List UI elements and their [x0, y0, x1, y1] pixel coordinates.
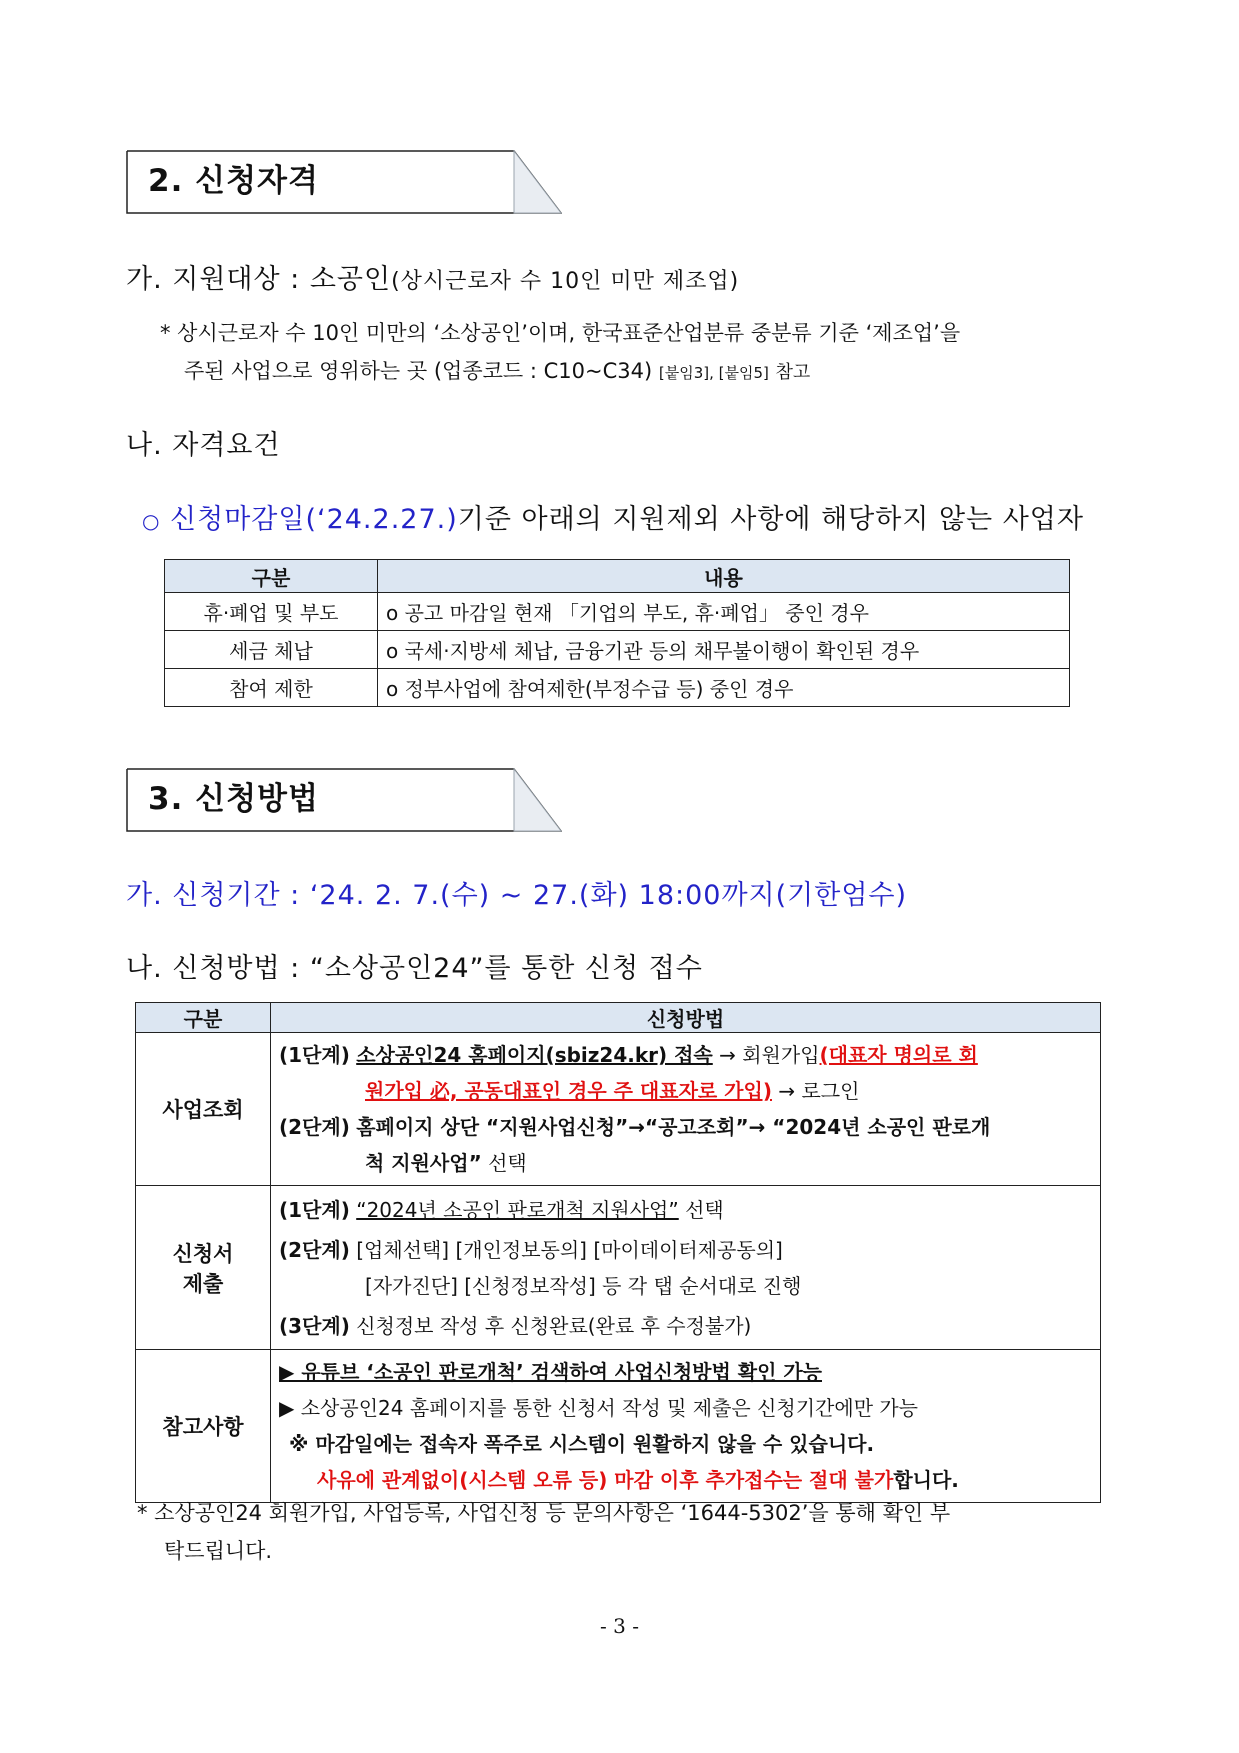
- homepage-link[interactable]: 소상공인24 홈페이지(sbiz24.kr) 접속: [356, 1043, 713, 1067]
- eligibility-note-line-1: * 상시근로자 수 10인 미만의 ‘소상공인’이며, 한국표준산업분류 중분류 기준 ‘제조업’을: [160, 321, 961, 345]
- table-header: 내용: [378, 560, 1070, 593]
- eligibility-target: [126, 262, 739, 300]
- row-category: 세금 체납: [165, 631, 378, 669]
- table-row: [165, 593, 1070, 631]
- requirements-condition: [142, 502, 1084, 539]
- select-text: 선택: [685, 1197, 724, 1222]
- step-label: (2단계): [279, 1237, 350, 1262]
- section-3-title: 3. 신청방법: [148, 781, 319, 817]
- exclusion-table: [164, 559, 1070, 707]
- eligibility-note-line-2: [184, 352, 810, 392]
- step-text: 신청정보 작성 후 신청완료(완료 후 수정불가): [356, 1313, 752, 1338]
- table-row: [165, 669, 1070, 707]
- category-line: 제출: [182, 1271, 224, 1296]
- section-3-header: [126, 768, 562, 832]
- table-row: [136, 1350, 1101, 1503]
- signup-arrow: → 회원가입: [719, 1043, 820, 1067]
- select-text: 선택: [488, 1151, 527, 1175]
- application-method-table: [135, 1002, 1101, 1503]
- youtube-guide: ▶ 유튜브 ‘소공인 판로개척’ 검색하여 사업신청방법 확인 가능: [279, 1360, 822, 1384]
- deadline-warning: ※ 마감일에는 접속자 폭주로 시스템이 원활하지 않을 수 있습니다.: [289, 1432, 875, 1456]
- table-row: [136, 1033, 1101, 1186]
- program-link[interactable]: “2024년 소공인 판로개척 지원사업”: [356, 1197, 679, 1222]
- row-content: o 국세·지방세 체납, 금융기관 등의 채무불이행이 확인된 경우: [378, 631, 1070, 669]
- step-text-cont: 척 지원사업”: [365, 1151, 482, 1175]
- step-label: (1단계): [279, 1197, 350, 1222]
- step-label: (1단계): [279, 1043, 350, 1067]
- eligibility-requirements-label: 나. 자격요건: [126, 430, 281, 461]
- application-period: 가. 신청기간 : ‘24. 2. 7.(수) ~ 27.(화) 18:00까지(기한엄수): [126, 880, 908, 911]
- note-main: 주된 사업으로 영위하는 곳 (업종코드 : C10~C34): [184, 359, 653, 383]
- section-2-header: [126, 150, 562, 214]
- application-method: 나. 신청방법 : “소상공인24”를 통한 신청 접수: [126, 953, 703, 984]
- deadline-text: 신청마감일(‘24.2.27.): [170, 504, 458, 535]
- category-line: 신청서: [172, 1241, 234, 1266]
- step-label: (2단계): [279, 1115, 350, 1139]
- row-category: 참고사항: [136, 1350, 271, 1503]
- note-attachments: [붙임3], [붙임5]: [658, 364, 769, 382]
- table-row: [165, 631, 1070, 669]
- row-content: o 정부사업에 참여제한(부정수급 등) 중인 경우: [378, 669, 1070, 707]
- row-category: [136, 1186, 271, 1350]
- step-text: [업체선택] [개인정보동의] [마이데이터제공동의]: [356, 1237, 783, 1262]
- page-number: - 3 -: [600, 1614, 639, 1638]
- eligibility-target-detail: (상시근로자 수 10인 미만 제조업): [391, 269, 740, 294]
- signup-warning: (대표자 명의로 회: [819, 1043, 978, 1067]
- table-header: 신청방법: [271, 1003, 1101, 1033]
- login-step: → 로그인: [778, 1079, 860, 1103]
- row-category: 참여 제한: [165, 669, 378, 707]
- step-label: (3단계): [279, 1313, 350, 1338]
- footnote-line-2: 탁드립니다.: [164, 1539, 273, 1563]
- period-only-note: ▶ 소상공인24 홈페이지를 통한 신청서 작성 및 제출은 신청기간에만 가능: [279, 1396, 919, 1420]
- circle-bullet: ○: [142, 509, 161, 533]
- footnote-line-1: * 소상공인24 회원가입, 사업등록, 사업신청 등 문의사항은 ‘1644-5302’을 통해 확인 부: [137, 1501, 951, 1525]
- row-category: 휴·폐업 및 부도: [165, 593, 378, 631]
- eligibility-target-label: 가. 지원대상 : 소공인: [126, 264, 392, 295]
- table-row: [136, 1186, 1101, 1350]
- row-content: o 공고 마감일 현재 「기업의 부도, 휴·폐업」 중인 경우: [378, 593, 1070, 631]
- section-2-title: 2. 신청자격: [148, 163, 319, 199]
- row-category: 사업조회: [136, 1033, 271, 1186]
- table-header: 구분: [165, 560, 378, 593]
- no-late-submission: 사유에 관계없이(시스템 오류 등) 마감 이후 추가접수는 절대 불가: [317, 1468, 894, 1492]
- signup-warning-cont: 원가입 必, 공동대표인 경우 주 대표자로 가입): [365, 1079, 772, 1103]
- step-text: 홈페이지 상단 “지원사업신청”→“공고조회”→ “2024년 소공인 판로개: [356, 1115, 991, 1139]
- step-text-cont: [자가진단] [신청정보작성] 등 각 탭 순서대로 진행: [365, 1273, 802, 1298]
- condition-text: 기준 아래의 지원제외 사항에 해당하지 않는 사업자: [457, 504, 1084, 535]
- table-header: 구분: [136, 1003, 271, 1033]
- warning-end: 합니다.: [893, 1468, 959, 1492]
- note-reference: 참고: [775, 362, 811, 383]
